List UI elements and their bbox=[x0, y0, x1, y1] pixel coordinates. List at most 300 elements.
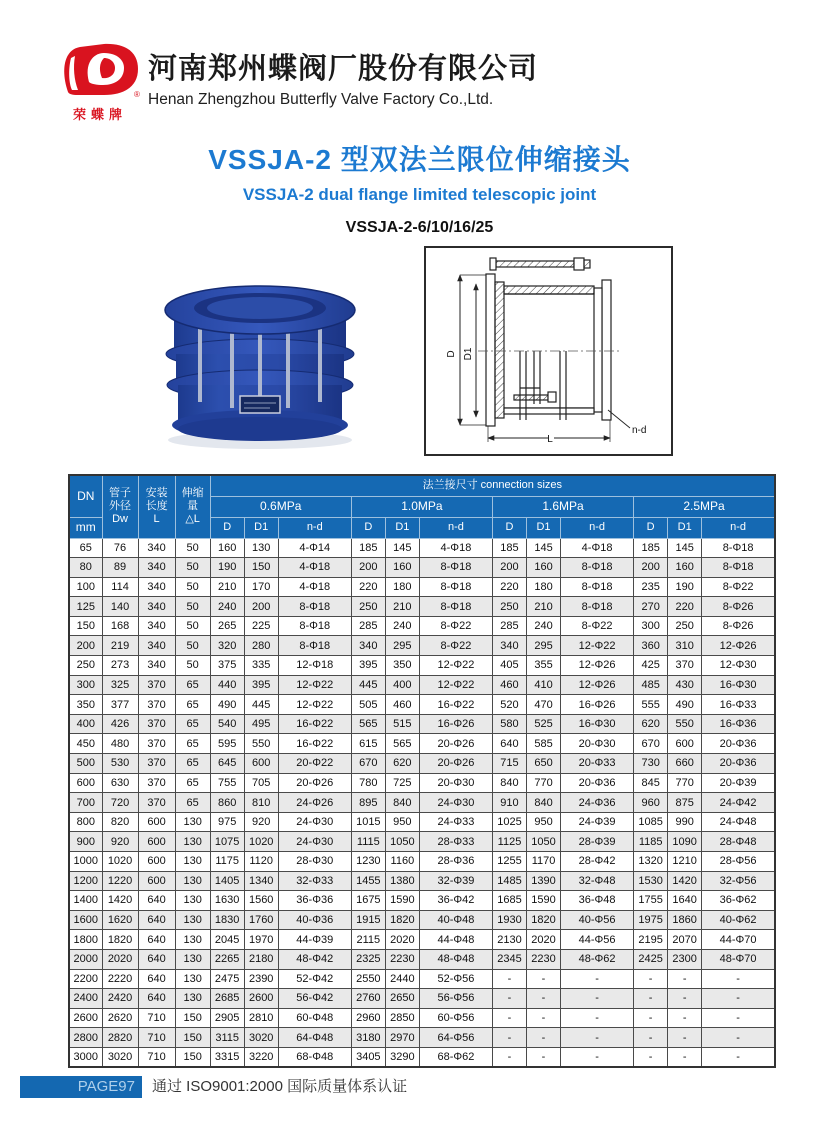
table-cell: 1160 bbox=[385, 852, 419, 872]
table-cell: 50 bbox=[175, 656, 210, 676]
col-header-expansion: 伸缩 量 △L bbox=[175, 475, 210, 538]
table-cell: - bbox=[634, 989, 668, 1009]
table-row bbox=[69, 538, 775, 558]
table-cell: 48-Φ48 bbox=[419, 949, 492, 969]
table-cell: 1630 bbox=[210, 891, 244, 911]
table-cell: 28-Φ42 bbox=[561, 852, 634, 872]
table-cell: 2230 bbox=[385, 949, 419, 969]
table-cell: 80 bbox=[69, 558, 102, 578]
table-cell: 3115 bbox=[210, 1028, 244, 1048]
table-cell: 2760 bbox=[351, 989, 385, 1009]
table-cell: 430 bbox=[668, 675, 702, 695]
table-cell: - bbox=[702, 1008, 775, 1028]
table-cell: 16-Φ22 bbox=[278, 714, 351, 734]
table-cell: 600 bbox=[138, 871, 175, 891]
table-cell: 20-Φ33 bbox=[561, 754, 634, 774]
dim-label-D1: D1 bbox=[463, 347, 474, 361]
table-cell: 68-Φ48 bbox=[278, 1047, 351, 1067]
table-cell: 12-Φ18 bbox=[278, 656, 351, 676]
table-cell: 377 bbox=[102, 695, 138, 715]
col-header-d: D bbox=[351, 517, 385, 538]
table-cell: - bbox=[561, 1047, 634, 1067]
table-cell: 320 bbox=[210, 636, 244, 656]
table-cell: 600 bbox=[69, 773, 102, 793]
table-cell: 24-Φ33 bbox=[419, 812, 492, 832]
table-cell: 730 bbox=[634, 754, 668, 774]
table-cell: 20-Φ36 bbox=[561, 773, 634, 793]
table-cell: 130 bbox=[175, 891, 210, 911]
table-cell: 950 bbox=[385, 812, 419, 832]
table-cell: 340 bbox=[492, 636, 526, 656]
table-cell: 265 bbox=[210, 616, 244, 636]
table-cell: 650 bbox=[527, 754, 561, 774]
table-cell: 16-Φ30 bbox=[561, 714, 634, 734]
table-cell: 1090 bbox=[668, 832, 702, 852]
table-cell: 1485 bbox=[492, 871, 526, 891]
table-cell: 300 bbox=[634, 616, 668, 636]
table-cell: - bbox=[561, 1008, 634, 1028]
company-name-en: Henan Zhengzhou Butterfly Valve Factory Co.,Ltd. bbox=[148, 91, 494, 108]
table-cell: 2420 bbox=[102, 989, 138, 1009]
table-cell: 340 bbox=[351, 636, 385, 656]
table-cell: 755 bbox=[210, 773, 244, 793]
table-cell: 130 bbox=[244, 538, 278, 558]
table-cell: 2345 bbox=[492, 949, 526, 969]
table-cell: 875 bbox=[668, 793, 702, 813]
table-cell: 370 bbox=[138, 695, 175, 715]
table-cell: - bbox=[492, 1008, 526, 1028]
table-cell: 495 bbox=[244, 714, 278, 734]
table-cell: 770 bbox=[668, 773, 702, 793]
table-cell: 960 bbox=[634, 793, 668, 813]
table-cell: 340 bbox=[138, 656, 175, 676]
table-cell: 1380 bbox=[385, 871, 419, 891]
product-title-cn: VSSJA-2 型双法兰限位伸缩接头 bbox=[208, 144, 631, 175]
table-cell: 4-Φ18 bbox=[278, 558, 351, 578]
table-cell: 65 bbox=[175, 754, 210, 774]
table-cell: 1755 bbox=[634, 891, 668, 911]
table-cell: 60-Φ56 bbox=[419, 1008, 492, 1028]
table-cell: 16-Φ36 bbox=[702, 714, 775, 734]
table-cell: 660 bbox=[668, 754, 702, 774]
table-cell: 340 bbox=[138, 558, 175, 578]
table-cell: 360 bbox=[634, 636, 668, 656]
table-cell: 565 bbox=[385, 734, 419, 754]
table-cell: 700 bbox=[69, 793, 102, 813]
table-cell: 490 bbox=[668, 695, 702, 715]
table-cell: 40-Φ56 bbox=[561, 910, 634, 930]
table-cell: 580 bbox=[492, 714, 526, 734]
table-cell: 20-Φ26 bbox=[278, 773, 351, 793]
table-cell: 710 bbox=[138, 1008, 175, 1028]
table-cell: 68-Φ62 bbox=[419, 1047, 492, 1067]
table-cell: 640 bbox=[138, 949, 175, 969]
table-cell: 160 bbox=[527, 558, 561, 578]
table-cell: 770 bbox=[527, 773, 561, 793]
table-cell: 8-Φ22 bbox=[702, 577, 775, 597]
table-cell: 24-Φ30 bbox=[278, 832, 351, 852]
table-cell: 505 bbox=[351, 695, 385, 715]
table-cell: 1340 bbox=[244, 871, 278, 891]
table-cell: 8-Φ26 bbox=[702, 597, 775, 617]
table-cell: 24-Φ36 bbox=[561, 793, 634, 813]
table-cell: 480 bbox=[102, 734, 138, 754]
spec-table-body bbox=[69, 538, 775, 1067]
table-cell: - bbox=[527, 1028, 561, 1048]
table-cell: 2220 bbox=[102, 969, 138, 989]
table-cell: - bbox=[527, 1047, 561, 1067]
table-cell: 820 bbox=[102, 812, 138, 832]
table-cell: 20-Φ30 bbox=[419, 773, 492, 793]
table-cell: 640 bbox=[492, 734, 526, 754]
table-cell: 840 bbox=[492, 773, 526, 793]
table-cell: 3020 bbox=[102, 1047, 138, 1067]
table-cell: 28-Φ33 bbox=[419, 832, 492, 852]
table-cell: 114 bbox=[102, 577, 138, 597]
table-row bbox=[69, 773, 775, 793]
table-row bbox=[69, 793, 775, 813]
table-cell: 8-Φ18 bbox=[702, 538, 775, 558]
table-cell: 12-Φ26 bbox=[702, 636, 775, 656]
table-cell: 150 bbox=[175, 1028, 210, 1048]
table-cell: 490 bbox=[210, 695, 244, 715]
table-cell: 2130 bbox=[492, 930, 526, 950]
table-cell: 370 bbox=[138, 773, 175, 793]
table-cell: 1185 bbox=[634, 832, 668, 852]
product-photo bbox=[160, 282, 360, 454]
table-row bbox=[69, 832, 775, 852]
table-row bbox=[69, 577, 775, 597]
table-cell: 140 bbox=[102, 597, 138, 617]
table-cell: 1600 bbox=[69, 910, 102, 930]
col-header-d1: D1 bbox=[385, 517, 419, 538]
table-cell: 515 bbox=[385, 714, 419, 734]
table-cell: 2300 bbox=[668, 949, 702, 969]
col-header-dn: DN bbox=[69, 475, 102, 517]
table-cell: 180 bbox=[527, 577, 561, 597]
table-cell: 12-Φ22 bbox=[278, 675, 351, 695]
table-cell: 630 bbox=[102, 773, 138, 793]
table-cell: 2195 bbox=[634, 930, 668, 950]
table-cell: 1200 bbox=[69, 871, 102, 891]
table-cell: 720 bbox=[102, 793, 138, 813]
table-cell: 20-Φ26 bbox=[419, 734, 492, 754]
iso-certification-text: 通过 ISO9001:2000 国际质量体系认证 bbox=[152, 1078, 408, 1095]
col-header-d: D bbox=[492, 517, 526, 538]
table-cell: 185 bbox=[351, 538, 385, 558]
table-cell: 860 bbox=[210, 793, 244, 813]
table-cell: 710 bbox=[138, 1047, 175, 1067]
table-cell: 12-Φ22 bbox=[419, 675, 492, 695]
table-cell: - bbox=[702, 1047, 775, 1067]
table-cell: 250 bbox=[69, 656, 102, 676]
table-cell: 190 bbox=[210, 558, 244, 578]
table-cell: 1800 bbox=[69, 930, 102, 950]
table-cell: 280 bbox=[244, 636, 278, 656]
table-cell: 12-Φ30 bbox=[702, 656, 775, 676]
table-cell: 340 bbox=[138, 597, 175, 617]
table-cell: 130 bbox=[175, 949, 210, 969]
table-cell: 150 bbox=[69, 616, 102, 636]
table-cell: 64-Φ56 bbox=[419, 1028, 492, 1048]
company-name-cn: 河南郑州蝶阀厂股份有限公司 bbox=[148, 53, 539, 85]
table-cell: 585 bbox=[527, 734, 561, 754]
table-cell: 150 bbox=[175, 1008, 210, 1028]
table-cell: 3000 bbox=[69, 1047, 102, 1067]
table-cell: 295 bbox=[385, 636, 419, 656]
table-cell: 200 bbox=[244, 597, 278, 617]
table-cell: - bbox=[634, 1047, 668, 1067]
table-cell: 440 bbox=[210, 675, 244, 695]
table-cell: 210 bbox=[527, 597, 561, 617]
table-cell: - bbox=[668, 1047, 702, 1067]
col-header-install-length: 安装 长度 L bbox=[138, 475, 175, 538]
table-cell: 24-Φ30 bbox=[419, 793, 492, 813]
table-cell: 300 bbox=[69, 675, 102, 695]
table-cell: 2850 bbox=[385, 1008, 419, 1028]
table-cell: 715 bbox=[492, 754, 526, 774]
dim-label-L: L bbox=[547, 434, 553, 445]
table-cell: 200 bbox=[634, 558, 668, 578]
table-cell: 600 bbox=[138, 832, 175, 852]
table-cell: 210 bbox=[210, 577, 244, 597]
table-cell: 370 bbox=[668, 656, 702, 676]
table-cell: 2400 bbox=[69, 989, 102, 1009]
table-cell: 130 bbox=[175, 930, 210, 950]
registered-mark: ® bbox=[134, 90, 140, 98]
table-cell: 240 bbox=[210, 597, 244, 617]
product-title-en: VSSJA-2 dual flange limited telescopic joint bbox=[242, 185, 597, 204]
table-cell: - bbox=[668, 969, 702, 989]
table-cell: 20-Φ36 bbox=[702, 754, 775, 774]
table-cell: 64-Φ48 bbox=[278, 1028, 351, 1048]
table-cell: 550 bbox=[244, 734, 278, 754]
col-header-1-0mpa: 1.0MPa bbox=[351, 496, 492, 517]
table-cell: 2230 bbox=[527, 949, 561, 969]
table-cell: - bbox=[492, 989, 526, 1009]
table-cell: 65 bbox=[175, 773, 210, 793]
table-cell: 16-Φ26 bbox=[419, 714, 492, 734]
table-cell: - bbox=[492, 969, 526, 989]
table-row bbox=[69, 656, 775, 676]
table-cell: 370 bbox=[138, 754, 175, 774]
table-cell: 325 bbox=[102, 675, 138, 695]
col-header-d1: D1 bbox=[527, 517, 561, 538]
company-header bbox=[148, 46, 538, 109]
table-cell: 150 bbox=[175, 1047, 210, 1067]
table-cell: 620 bbox=[385, 754, 419, 774]
table-cell: 845 bbox=[634, 773, 668, 793]
col-header-connection-sizes: 法兰接尺寸 connection sizes bbox=[210, 475, 775, 496]
table-cell: 840 bbox=[527, 793, 561, 813]
table-cell: 1075 bbox=[210, 832, 244, 852]
table-row bbox=[69, 930, 775, 950]
table-row bbox=[69, 616, 775, 636]
table-cell: 48-Φ70 bbox=[702, 949, 775, 969]
table-cell: - bbox=[702, 1028, 775, 1048]
table-cell: 1820 bbox=[385, 910, 419, 930]
table-cell: 910 bbox=[492, 793, 526, 813]
table-cell: 130 bbox=[175, 989, 210, 1009]
table-cell: 640 bbox=[138, 930, 175, 950]
table-cell: 16-Φ33 bbox=[702, 695, 775, 715]
col-header-d1: D1 bbox=[244, 517, 278, 538]
table-cell: 395 bbox=[244, 675, 278, 695]
table-cell: 2020 bbox=[102, 949, 138, 969]
table-cell: 520 bbox=[492, 695, 526, 715]
table-cell: 16-Φ22 bbox=[419, 695, 492, 715]
table-cell: 600 bbox=[138, 812, 175, 832]
table-cell: 426 bbox=[102, 714, 138, 734]
table-cell: 28-Φ30 bbox=[278, 852, 351, 872]
table-cell: 3220 bbox=[244, 1047, 278, 1067]
table-cell: 725 bbox=[385, 773, 419, 793]
table-cell: 550 bbox=[668, 714, 702, 734]
butterfly-logo-icon bbox=[58, 40, 142, 98]
table-cell: 840 bbox=[385, 793, 419, 813]
table-cell: 130 bbox=[175, 832, 210, 852]
technical-drawing bbox=[424, 246, 673, 456]
table-cell: 1560 bbox=[244, 891, 278, 911]
table-cell: 2440 bbox=[385, 969, 419, 989]
table-cell: 240 bbox=[385, 616, 419, 636]
table-cell: 3290 bbox=[385, 1047, 419, 1067]
table-cell: 200 bbox=[69, 636, 102, 656]
table-cell: 920 bbox=[244, 812, 278, 832]
table-cell: 36-Φ42 bbox=[419, 891, 492, 911]
table-cell: 24-Φ30 bbox=[278, 812, 351, 832]
table-cell: 8-Φ18 bbox=[561, 577, 634, 597]
table-cell: 1020 bbox=[244, 832, 278, 852]
table-cell: 28-Φ39 bbox=[561, 832, 634, 852]
table-cell: 2600 bbox=[69, 1008, 102, 1028]
table-cell: 200 bbox=[351, 558, 385, 578]
table-cell: 450 bbox=[69, 734, 102, 754]
table-cell: 1590 bbox=[527, 891, 561, 911]
table-cell: - bbox=[561, 989, 634, 1009]
table-cell: - bbox=[634, 969, 668, 989]
table-cell: 800 bbox=[69, 812, 102, 832]
table-cell: 350 bbox=[69, 695, 102, 715]
table-cell: 3020 bbox=[244, 1028, 278, 1048]
table-cell: 2820 bbox=[102, 1028, 138, 1048]
table-cell: 1930 bbox=[492, 910, 526, 930]
table-cell: 2180 bbox=[244, 949, 278, 969]
table-cell: 50 bbox=[175, 558, 210, 578]
table-row bbox=[69, 695, 775, 715]
table-cell: 16-Φ26 bbox=[561, 695, 634, 715]
table-cell: - bbox=[702, 989, 775, 1009]
title-block bbox=[0, 138, 839, 237]
table-cell: - bbox=[668, 1028, 702, 1048]
table-cell: 370 bbox=[138, 793, 175, 813]
table-cell: 595 bbox=[210, 734, 244, 754]
table-cell: 210 bbox=[385, 597, 419, 617]
table-cell: 1230 bbox=[351, 852, 385, 872]
table-cell: - bbox=[527, 1008, 561, 1028]
col-header-mm: mm bbox=[69, 517, 102, 538]
table-cell: 250 bbox=[492, 597, 526, 617]
table-cell: 2475 bbox=[210, 969, 244, 989]
table-cell: 2685 bbox=[210, 989, 244, 1009]
table-cell: 48-Φ42 bbox=[278, 949, 351, 969]
table-cell: 2325 bbox=[351, 949, 385, 969]
table-cell: 1675 bbox=[351, 891, 385, 911]
table-cell: 2810 bbox=[244, 1008, 278, 1028]
table-cell: 285 bbox=[492, 616, 526, 636]
table-cell: 52-Φ56 bbox=[419, 969, 492, 989]
table-cell: 2390 bbox=[244, 969, 278, 989]
table-cell: 950 bbox=[527, 812, 561, 832]
table-cell: - bbox=[527, 989, 561, 1009]
table-cell: 32-Φ33 bbox=[278, 871, 351, 891]
table-cell: 895 bbox=[351, 793, 385, 813]
table-cell: 1050 bbox=[527, 832, 561, 852]
table-cell: 2970 bbox=[385, 1028, 419, 1048]
table-cell: 8-Φ22 bbox=[419, 636, 492, 656]
table-cell: 295 bbox=[527, 636, 561, 656]
table-cell: 36-Φ48 bbox=[561, 891, 634, 911]
table-cell: - bbox=[634, 1028, 668, 1048]
table-cell: 273 bbox=[102, 656, 138, 676]
table-cell: 200 bbox=[492, 558, 526, 578]
table-cell: 2550 bbox=[351, 969, 385, 989]
table-cell: 350 bbox=[385, 656, 419, 676]
table-cell: 220 bbox=[492, 577, 526, 597]
table-cell: 395 bbox=[351, 656, 385, 676]
table-cell: 2600 bbox=[244, 989, 278, 1009]
table-cell: 24-Φ39 bbox=[561, 812, 634, 832]
table-cell: 28-Φ48 bbox=[702, 832, 775, 852]
table-cell: 4-Φ14 bbox=[278, 538, 351, 558]
table-cell: - bbox=[561, 1028, 634, 1048]
table-cell: 1420 bbox=[668, 871, 702, 891]
brand-logo bbox=[55, 40, 145, 123]
table-cell: 56-Φ56 bbox=[419, 989, 492, 1009]
table-cell: 50 bbox=[175, 538, 210, 558]
col-header-pipe-od: 管子 外径 Dw bbox=[102, 475, 138, 538]
table-cell: 50 bbox=[175, 597, 210, 617]
telescopic-joint-photo-icon bbox=[160, 282, 360, 454]
table-cell: 640 bbox=[138, 989, 175, 1009]
table-cell: 130 bbox=[175, 969, 210, 989]
table-cell: 44-Φ56 bbox=[561, 930, 634, 950]
table-cell: 2020 bbox=[527, 930, 561, 950]
table-cell: 2020 bbox=[385, 930, 419, 950]
table-row bbox=[69, 597, 775, 617]
table-cell: 525 bbox=[527, 714, 561, 734]
table-cell: 1590 bbox=[385, 891, 419, 911]
table-row bbox=[69, 558, 775, 578]
table-cell: 32-Φ48 bbox=[561, 871, 634, 891]
table-cell: 975 bbox=[210, 812, 244, 832]
table-cell: 130 bbox=[175, 812, 210, 832]
table-cell: 168 bbox=[102, 616, 138, 636]
table-cell: 710 bbox=[138, 1028, 175, 1048]
table-cell: 1685 bbox=[492, 891, 526, 911]
table-cell: 89 bbox=[102, 558, 138, 578]
table-cell: 670 bbox=[351, 754, 385, 774]
table-cell: 1210 bbox=[668, 852, 702, 872]
table-cell: - bbox=[668, 989, 702, 1009]
table-cell: 76 bbox=[102, 538, 138, 558]
table-cell: 1400 bbox=[69, 891, 102, 911]
table-cell: 1405 bbox=[210, 871, 244, 891]
col-header-nd: n-d bbox=[278, 517, 351, 538]
table-cell: 145 bbox=[527, 538, 561, 558]
dim-label-nd: n-d bbox=[632, 425, 647, 436]
table-cell: 44-Φ70 bbox=[702, 930, 775, 950]
